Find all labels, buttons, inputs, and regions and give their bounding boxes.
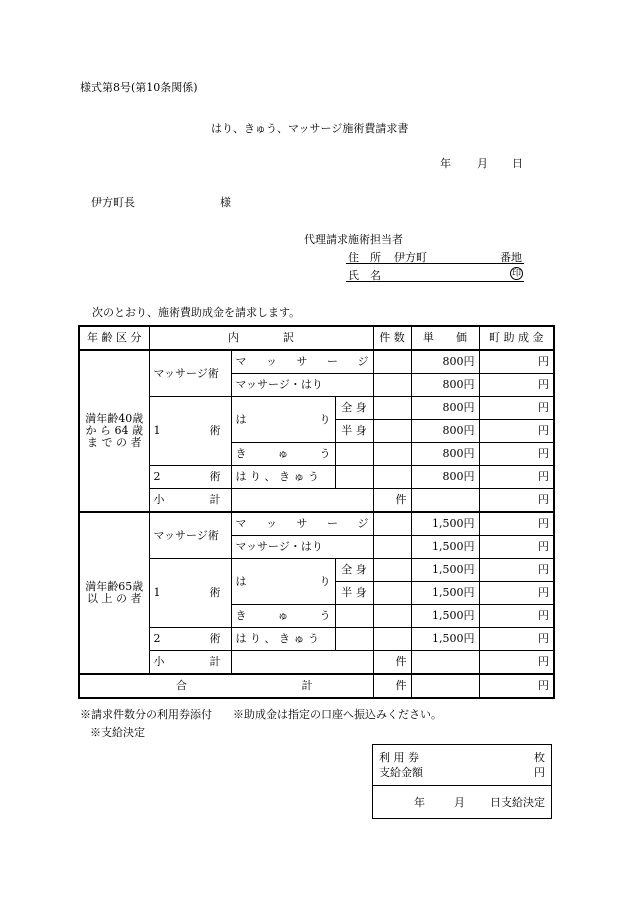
- count-cell[interactable]: [373, 350, 411, 374]
- intro-text: 次のとおり、施術費助成金を請求します。: [92, 306, 301, 319]
- empty-cell: [411, 489, 479, 513]
- subtotal-subsidy[interactable]: 円: [479, 651, 554, 675]
- unit-price: 1,500円: [411, 512, 479, 536]
- table-row: [79, 628, 554, 651]
- total-count[interactable]: 件: [373, 674, 411, 698]
- subsidy-cell[interactable]: 円: [479, 605, 554, 628]
- ticket-unit: 枚: [534, 751, 545, 764]
- unit-price: 1,500円: [411, 628, 479, 651]
- subsidy-cell[interactable]: 円: [479, 397, 554, 420]
- total-subsidy[interactable]: 円: [479, 674, 554, 698]
- subsidy-cell[interactable]: 円: [479, 582, 554, 605]
- total-label: 合 計: [79, 674, 373, 698]
- count-cell[interactable]: [373, 466, 411, 489]
- subtotal-subsidy[interactable]: 円: [479, 489, 554, 513]
- massage-hari-label: マッサージ・はり: [231, 374, 373, 397]
- empty-cell: [411, 651, 479, 675]
- empty-cell: [335, 443, 373, 466]
- hari-label: は り: [231, 559, 335, 605]
- count-cell[interactable]: [373, 443, 411, 466]
- subsidy-cell[interactable]: 円: [479, 374, 554, 397]
- amount-unit: 円: [534, 766, 545, 779]
- unit-price: 800円: [411, 420, 479, 443]
- count-cell[interactable]: [373, 536, 411, 559]
- count-cell[interactable]: [373, 559, 411, 582]
- decision-day-suffix: 日支給決定: [490, 796, 545, 809]
- subsidy-cell[interactable]: 円: [479, 512, 554, 536]
- empty-cell: [335, 605, 373, 628]
- whole-body-label: 全 身: [335, 559, 373, 582]
- date-day-label: 日: [512, 157, 523, 170]
- document-title: はり、きゅう、マッサージ施術費請求書: [211, 122, 409, 135]
- massage-label: マ ッ サ ー ジ: [231, 512, 373, 536]
- address-suffix: 番地: [500, 251, 522, 264]
- notes-line: [80, 706, 442, 722]
- subtotal-row: [79, 489, 554, 513]
- date-year-label: 年: [440, 157, 451, 170]
- header-age-group: 年 齢 区 分: [79, 326, 149, 350]
- subtotal-label: 小 計: [149, 489, 231, 513]
- unit-price: 1,500円: [411, 536, 479, 559]
- subsidy-cell[interactable]: 円: [479, 420, 554, 443]
- header-count: 件 数: [373, 326, 411, 350]
- address-label: 住 所: [348, 251, 381, 264]
- massage-jutsu-label: マッサージ術: [149, 512, 231, 559]
- unit-price: 800円: [411, 350, 479, 374]
- table-row: [79, 512, 554, 536]
- unit-price: 1,500円: [411, 559, 479, 582]
- addressee-honorific: 様: [220, 196, 231, 209]
- hari-label: は り: [231, 397, 335, 443]
- count-cell[interactable]: [373, 397, 411, 420]
- half-body-label: 半 身: [335, 420, 373, 443]
- decision-amount-cell: [373, 745, 552, 786]
- two-jutsu-label: 2 術: [149, 628, 231, 651]
- empty-cell: [231, 489, 373, 513]
- agent-name-line: [346, 267, 524, 282]
- subsidy-cell[interactable]: 円: [479, 628, 554, 651]
- one-jutsu-label: 1 術: [149, 397, 231, 466]
- subtotal-count[interactable]: 件: [373, 489, 411, 513]
- agent-address-line: [346, 249, 524, 264]
- subsidy-cell[interactable]: 円: [479, 443, 554, 466]
- note-ticket-attach: ※請求件数分の利用券添付: [80, 708, 212, 721]
- kyu-label: き ゅ う: [231, 605, 335, 628]
- header-breakdown: 内 訳: [149, 326, 373, 350]
- table-row: [79, 397, 554, 420]
- age-group-40-64: 満年齢40歳 か ら 64 歳 ま で の 者: [79, 350, 149, 512]
- kyu-label: き ゅ う: [231, 443, 335, 466]
- table-header-row: [79, 326, 554, 350]
- empty-cell: [231, 651, 373, 675]
- table-row: [79, 466, 554, 489]
- two-jutsu-label: 2 術: [149, 466, 231, 489]
- empty-cell: [411, 674, 479, 698]
- header-unit-price: 単 価: [411, 326, 479, 350]
- unit-price: 1,500円: [411, 582, 479, 605]
- one-jutsu-label: 1 術: [149, 559, 231, 628]
- subsidy-cell[interactable]: 円: [479, 559, 554, 582]
- unit-price: 800円: [411, 443, 479, 466]
- empty-cell: [335, 466, 373, 489]
- decision-box: [372, 744, 552, 819]
- seal-mark: 印: [511, 269, 521, 279]
- subtotal-count[interactable]: 件: [373, 651, 411, 675]
- ticket-label: 利 用 券: [379, 751, 419, 764]
- claim-table: [78, 325, 555, 699]
- count-cell[interactable]: [373, 628, 411, 651]
- count-cell[interactable]: [373, 512, 411, 536]
- decision-year: 年: [414, 796, 425, 809]
- unit-price: 800円: [411, 374, 479, 397]
- table-row: [79, 350, 554, 374]
- empty-cell: [335, 628, 373, 651]
- subsidy-cell[interactable]: 円: [479, 536, 554, 559]
- note-decision: ※支給決定: [90, 726, 145, 739]
- count-cell[interactable]: [373, 420, 411, 443]
- note-bank-transfer: ※助成金は指定の口座へ振込みください。: [233, 708, 442, 721]
- form-number: 様式第8号(第10条関係): [80, 81, 198, 94]
- amount-label: 支給金額: [379, 766, 423, 779]
- subtotal-label: 小 計: [149, 651, 231, 675]
- decision-month: 月: [454, 796, 465, 809]
- massage-jutsu-label: マッサージ術: [149, 350, 231, 397]
- massage-hari-label: マッサージ・はり: [231, 536, 373, 559]
- addressee: 伊方町長: [91, 196, 135, 209]
- subsidy-cell[interactable]: 円: [479, 350, 554, 374]
- half-body-label: 半 身: [335, 582, 373, 605]
- address-value: 伊方町: [394, 251, 427, 264]
- unit-price: 800円: [411, 397, 479, 420]
- name-label: 氏 名: [348, 269, 381, 282]
- agent-title: 代理請求施術担当者: [304, 233, 403, 246]
- decision-date-cell: [373, 786, 552, 819]
- table-row: [79, 559, 554, 582]
- total-row: [79, 674, 554, 698]
- age-group-65-plus: 満年齢65歳 以 上 の 者: [79, 512, 149, 674]
- subtotal-row: [79, 651, 554, 675]
- hari-kyu-label: は り 、 き ゅ う: [231, 466, 335, 489]
- unit-price: 1,500円: [411, 605, 479, 628]
- count-cell[interactable]: [373, 582, 411, 605]
- count-cell[interactable]: [373, 374, 411, 397]
- unit-price: 800円: [411, 466, 479, 489]
- massage-label: マ ッ サ ー ジ: [231, 350, 373, 374]
- subsidy-cell[interactable]: 円: [479, 466, 554, 489]
- header-subsidy: 町 助 成 金: [479, 326, 554, 350]
- date-month-label: 月: [477, 157, 488, 170]
- count-cell[interactable]: [373, 605, 411, 628]
- hari-kyu-label: は り 、 き ゅ う: [231, 628, 335, 651]
- whole-body-label: 全 身: [335, 397, 373, 420]
